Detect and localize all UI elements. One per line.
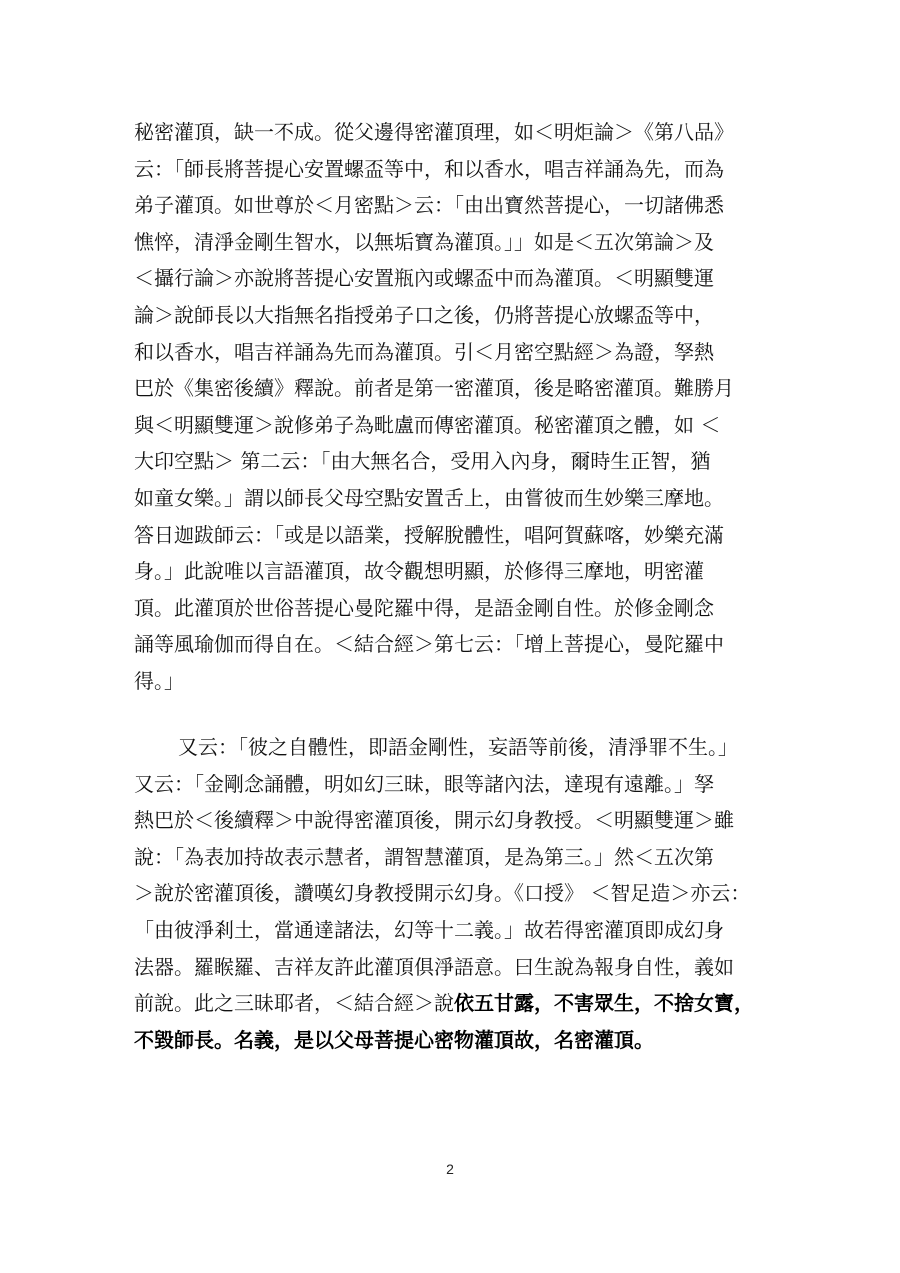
- text-line: 論＞說師長以大指無名指授弟子口之後，仍將菩提心放螺盃等中，: [134, 302, 714, 327]
- text-line: 又云：「彼之自體性，即語金剛性，妄語等前後，清淨罪不生。」: [178, 735, 738, 759]
- text-line: 巴於《集密後續》釋說。前者是第一密灌頂，後是略密灌頂。難勝月: [134, 376, 734, 401]
- text-line: 又云：「金剛念誦體，明如幻三昧，眼等諸內法，達現有遠離。」孥: [134, 771, 714, 796]
- text-line: 弟子灌頂。如世尊於＜月密點＞云：「由出寶然菩提心，一切諸佛悉: [134, 193, 724, 218]
- text-line: 法器。羅睺羅、吉祥友許此灌頂俱淨語意。曰生說為報身自性，義如: [134, 954, 734, 979]
- text-line: 熱巴於＜後續釋＞中說得密灌頂後，開示幻身教授。＜明顯雙運＞雖: [134, 808, 734, 833]
- paragraph-1: [134, 114, 774, 700]
- text-line: 說：「為表加持故表示慧者，謂智慧灌頂，是為第三。」然＜五次第: [134, 844, 714, 869]
- text-line: 云：「師長將菩提心安置螺盃等中，和以香水，唱吉祥誦為先，而為: [134, 156, 724, 181]
- text-line: 與＜明顯雙運＞說修弟子為毗盧而傳密灌頂。秘密灌頂之體，如 ＜: [134, 412, 721, 437]
- text-line: 得。」: [134, 668, 184, 693]
- text-line: 「由彼淨剎土，當通達諸法，幻等十二義。」故若得密灌頂即成幻身: [134, 917, 724, 942]
- text-line: 誦等風瑜伽而得自在。＜結合經＞第七云：「增上菩提心，曼陀羅中: [134, 632, 724, 657]
- paragraph-2: [134, 729, 774, 1058]
- text-line: 大印空點＞ 第二云：「由大無名合，受用入內身，爾時生正智，猶: [134, 449, 711, 474]
- text-line: 頂。此灌頂於世俗菩提心曼陀羅中得，是語金剛自性。於修金剛念: [134, 595, 714, 620]
- page-number: 2: [446, 1161, 454, 1177]
- text-segment: 前說。此之三昧耶者，＜結合經＞說: [134, 991, 454, 1016]
- text-line: [134, 985, 774, 1022]
- text-line: ＜攝行論＞亦說將菩提心安置瓶內或螺盃中而為灌頂。＜明顯雙運: [134, 266, 714, 291]
- text-line: 如童女樂。」謂以師長父母空點安置舌上，由嘗彼而生妙樂三摩地。: [134, 485, 724, 510]
- text-line: ＞說於密灌頂後，讚嘆幻身教授開示幻身。《口授》 ＜智足造＞亦云：: [134, 881, 751, 906]
- text-line: 身。」此說唯以言語灌頂，故令觀想明顯，於修得三摩地，明密灌: [134, 559, 704, 584]
- text-line: 秘密灌頂，缺一不成。從父邊得密灌頂理，如＜明炬論＞《第八品》: [134, 120, 734, 144]
- text-line: 憔悴，清淨金剛生智水，以無垢寶為灌頂。」」如是＜五次第論＞及: [134, 229, 714, 254]
- text-line: 和以香水，唱吉祥誦為先而為灌頂。引＜月密空點經＞為證，孥熱: [134, 339, 714, 364]
- bold-text-segment: 依五甘露，不害眾生，不捨女寶，: [454, 991, 754, 1016]
- text-line: 答日迦跋師云：「或是以語業，授解脫體性，唱阿賀蘇喀，妙樂充滿: [134, 522, 724, 547]
- bold-text-line: 不毀師長。名義，是以父母菩提心密物灌頂故，名密灌頂。: [134, 1027, 654, 1052]
